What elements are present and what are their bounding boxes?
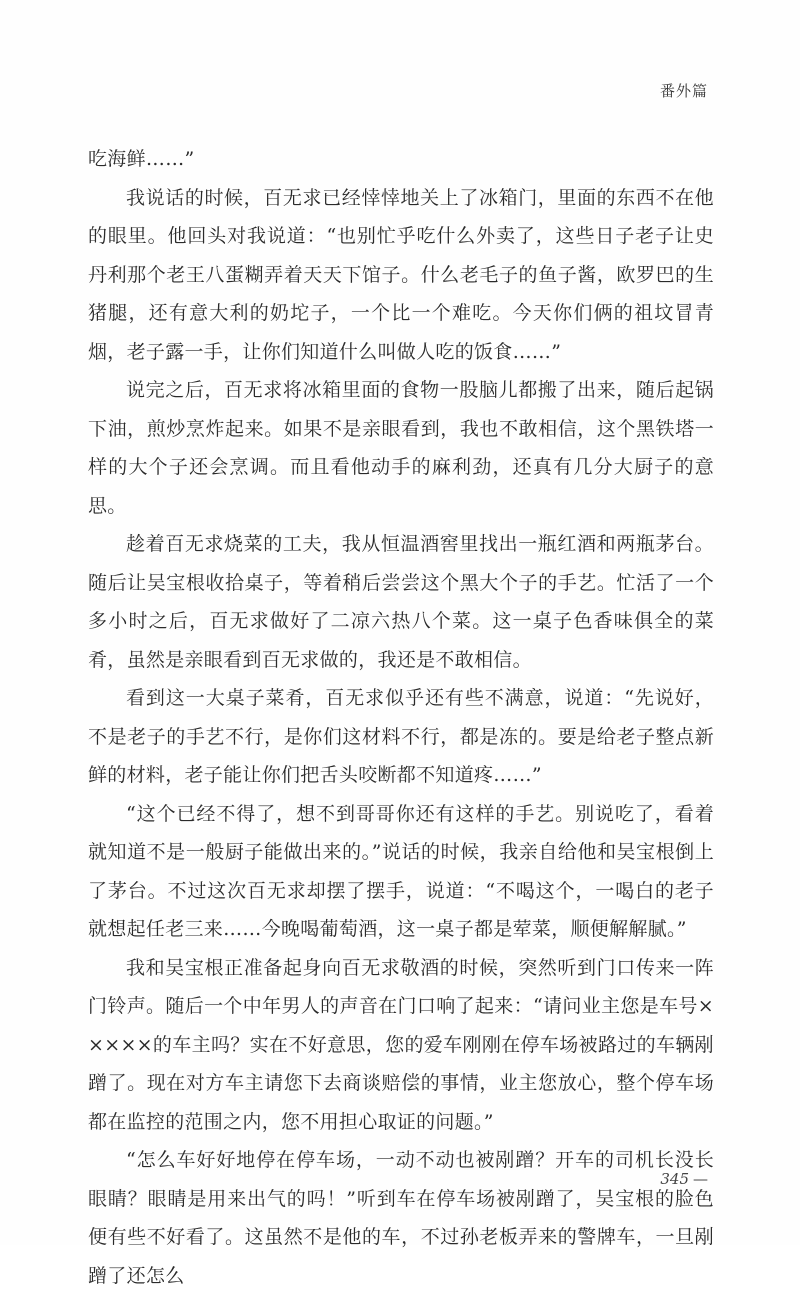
paragraph: “怎么车好好地停在停车场，一动不动也被剐蹭？开车的司机长没长眼睛？眼睛是用来出气的吗！”听到车在停车场被剐蹭了，吴宝根的脸色便有些不好看了。这虽然不是他的车，不过孙老板弄来的警牌车，一旦剐蹭了还怎么 — [88, 1149, 714, 1287]
paragraph: “这个已经不得了，想不到哥哥你还有这样的手艺。别说吃了，看着就知道不是一般厨子能做出来的。”说话的时候，我亲自给他和吴宝根倒上了茅台。不过这次百无求却摆了摆手，说道：“不喝这个，一喝白的老子就想起任老三来……今晚喝葡萄酒，这一桌子都是荤菜，顺便解解腻。” — [88, 802, 714, 940]
paragraph: 吃海鲜……” — [88, 148, 195, 170]
body-text — [88, 140, 714, 1295]
paragraph: 看到这一大桌子菜肴，百无求似乎还有些不满意，说道：“先说好，不是老子的手艺不行，是你们这材料不行，都是冻的。要是给老子整点新鲜的材料，老子能让你们把舌头咬断都不知道疼……” — [88, 687, 714, 786]
paragraph: 我和吴宝根正准备起身向百无求敬酒的时候，突然听到门口传来一阵门铃声。随后一个中年男人的声音在门口响了起来：“请问业主您是车号×××××的车主吗？实在不好意思，您的爱车刚刚在停车场被路过的车辆剐蹭了。现在对方车主请您下去商谈赔偿的事情，业主您放心，整个停车场都在监控的范围之内，您不用担心取证的问题。” — [88, 956, 714, 1133]
page-number-dash: — — [693, 1170, 708, 1188]
running-header: 番外篇 — [659, 82, 708, 100]
paragraph: 趁着百无求烧菜的工夫，我从恒温酒窖里找出一瓶红酒和两瓶茅台。随后让吴宝根收拾桌子，等着稍后尝尝这个黑大个子的手艺。忙活了一个多小时之后，百无求做好了二凉六热八个菜。这一桌子色香味俱全的菜肴，虽然是亲眼看到百无求做的，我还是不敢相信。 — [88, 533, 714, 671]
paragraph: 我说话的时候，百无求已经悻悻地关上了冰箱门，里面的东西不在他的眼里。他回头对我说道：“也别忙乎吃什么外卖了，这些日子老子让史丹利那个老王八蛋糊弄着天天下馆子。什么老毛子的鱼子酱，欧罗巴的生猪腿，还有意大利的奶坨子，一个比一个难吃。今天你们俩的祖坟冒青烟，老子露一手，让你们知道什么叫做人吃的饭食……” — [88, 186, 714, 363]
page-number-value: 345 — [660, 1170, 689, 1188]
paragraph: 说完之后，百无求将冰箱里面的食物一股脑儿都搬了出来，随后起锅下油，煎炒烹炸起来。如果不是亲眼看到，我也不敢相信，这个黑铁塔一样的大个子还会烹调。而且看他动手的麻利劲，还真有几分大厨子的意思。 — [88, 379, 714, 517]
page-number — [660, 1170, 708, 1188]
